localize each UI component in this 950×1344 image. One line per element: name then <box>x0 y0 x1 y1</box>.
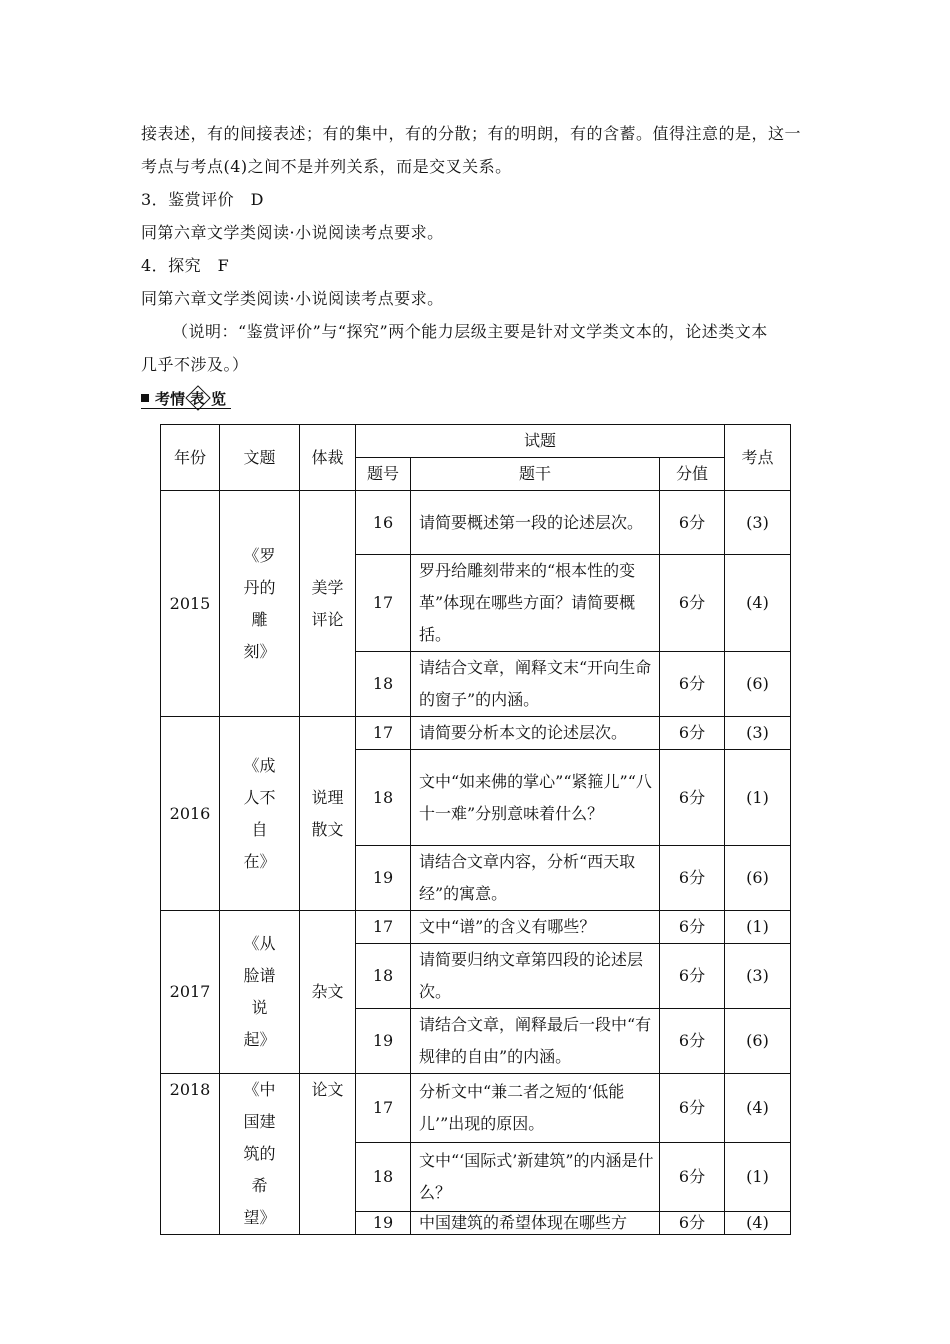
table-row <box>161 717 791 750</box>
point-cell: (6) <box>725 1009 791 1074</box>
header-score: 分值 <box>660 458 725 491</box>
num-cell: 19 <box>356 846 411 911</box>
score-cell: 6分 <box>660 1211 725 1234</box>
score-cell: 6分 <box>660 846 725 911</box>
genre-cell: 论文 <box>300 1074 356 1235</box>
score-cell: 6分 <box>660 1074 725 1143</box>
stem-cell: 请简要归纳文章第四段的论述层次。 <box>411 944 660 1009</box>
stem-cell: 请结合文章内容，分析“西天取经”的寓意。 <box>411 846 660 911</box>
stem-cell: 文中“如来佛的掌心”“紧箍儿”“八十一难”分别意味着什么？ <box>411 750 660 846</box>
stem-cell: 请简要分析本文的论述层次。 <box>411 717 660 750</box>
section-heading-part3: 览 <box>211 389 227 408</box>
num-cell: 18 <box>356 652 411 717</box>
paragraph-line: 4．探究 F <box>141 256 230 275</box>
header-genre: 体裁 <box>300 425 356 491</box>
score-cell: 6分 <box>660 944 725 1009</box>
point-cell: (4) <box>725 1211 791 1234</box>
point-cell: (4) <box>725 1074 791 1143</box>
header-year: 年份 <box>161 425 220 491</box>
num-cell: 19 <box>356 1009 411 1074</box>
score-cell: 6分 <box>660 1142 725 1211</box>
point-cell: (1) <box>725 1142 791 1211</box>
section-heading-part2: 表 <box>190 391 205 408</box>
section-heading-part1: 考情 <box>155 389 186 408</box>
point-cell: (1) <box>725 750 791 846</box>
title-cell: 《中国建筑的希望》 <box>220 1074 300 1235</box>
num-cell: 17 <box>356 1074 411 1143</box>
stem-cell: 请简要概述第一段的论述层次。 <box>411 491 660 555</box>
paragraph-line: 3．鉴赏评价 D <box>141 190 265 209</box>
exam-table <box>160 424 791 1235</box>
year-cell: 2016 <box>161 717 220 911</box>
point-cell: (1) <box>725 911 791 944</box>
score-cell: 6分 <box>660 911 725 944</box>
stem-cell: 文中“‘国际式’新建筑”的内涵是什么？ <box>411 1142 660 1211</box>
title-cell: 《成人不自在》 <box>220 717 300 911</box>
num-cell: 17 <box>356 911 411 944</box>
table-row <box>161 911 791 944</box>
paragraph-line: 同第六章文学类阅读·小说阅读考点要求。 <box>141 289 444 308</box>
num-cell: 17 <box>356 717 411 750</box>
table-row <box>161 1074 791 1143</box>
section-underline <box>141 408 231 409</box>
year-cell: 2015 <box>161 491 220 717</box>
table-row <box>161 491 791 555</box>
point-cell: (6) <box>725 846 791 911</box>
num-cell: 18 <box>356 1142 411 1211</box>
year-cell: 2018 <box>161 1074 220 1235</box>
num-cell: 18 <box>356 944 411 1009</box>
genre-cell: 美学评论 <box>300 491 356 717</box>
num-cell: 16 <box>356 491 411 555</box>
stem-cell: 文中“谱”的含义有哪些？ <box>411 911 660 944</box>
score-cell: 6分 <box>660 750 725 846</box>
num-cell: 18 <box>356 750 411 846</box>
paragraph-line: 考点与考点(4)之间不是并列关系，而是交叉关系。 <box>141 157 512 176</box>
stem-cell: 请结合文章，阐释文末“开向生命的窗子”的内涵。 <box>411 652 660 717</box>
stem-cell: 分析文中“兼二者之短的‘低能儿’”出现的原因。 <box>411 1074 660 1143</box>
genre-cell: 杂文 <box>300 911 356 1074</box>
header-stem: 题干 <box>411 458 660 491</box>
title-cell: 《从脸谱说起》 <box>220 911 300 1074</box>
score-cell: 6分 <box>660 1009 725 1074</box>
square-bullet-icon <box>141 394 149 402</box>
title-cell: 《罗丹的雕刻》 <box>220 491 300 717</box>
paragraph-line: 同第六章文学类阅读·小说阅读考点要求。 <box>141 223 444 242</box>
section-heading <box>141 387 226 409</box>
point-cell: (3) <box>725 491 791 555</box>
genre-cell: 说理散文 <box>300 717 356 911</box>
stem-cell: 罗丹给雕刻带来的“根本性的变革”体现在哪些方面？请简要概括。 <box>411 555 660 652</box>
score-cell: 6分 <box>660 717 725 750</box>
header-question: 试题 <box>356 425 725 458</box>
diamond-frame-icon <box>185 385 210 410</box>
header-title: 文题 <box>220 425 300 491</box>
header-num: 题号 <box>356 458 411 491</box>
paragraph-line: 几乎不涉及。） <box>141 355 249 374</box>
paragraph-line: （说明：“鉴赏评价”与“探究”两个能力层级主要是针对文学类文本的，论述类文本 <box>172 322 768 341</box>
stem-cell: 中国建筑的希望体现在哪些方 <box>411 1211 660 1234</box>
year-cell: 2017 <box>161 911 220 1074</box>
stem-cell: 请结合文章，阐释最后一段中“有规律的自由”的内涵。 <box>411 1009 660 1074</box>
score-cell: 6分 <box>660 491 725 555</box>
header-point: 考点 <box>725 425 791 491</box>
score-cell: 6分 <box>660 652 725 717</box>
point-cell: (3) <box>725 717 791 750</box>
point-cell: (4) <box>725 555 791 652</box>
point-cell: (6) <box>725 652 791 717</box>
score-cell: 6分 <box>660 555 725 652</box>
point-cell: (3) <box>725 944 791 1009</box>
num-cell: 19 <box>356 1211 411 1234</box>
num-cell: 17 <box>356 555 411 652</box>
paragraph-line: 接表述，有的间接表述；有的集中，有的分散；有的明朗，有的含蓄。值得注意的是，这一 <box>141 124 802 143</box>
